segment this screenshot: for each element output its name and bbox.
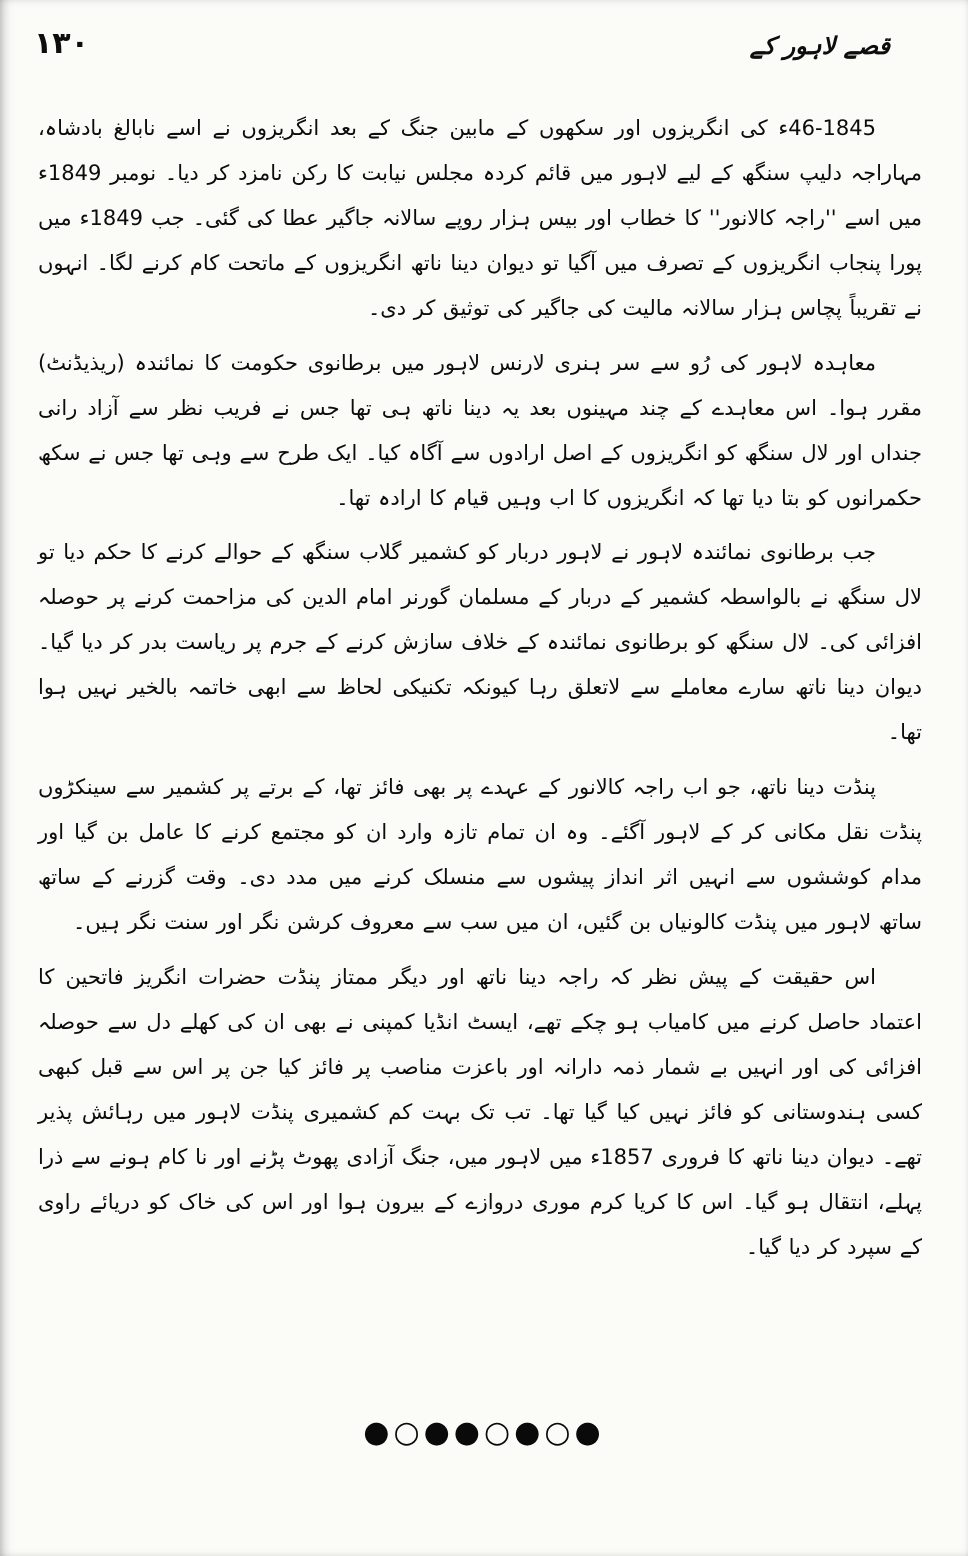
separator [0,1415,968,1450]
paragraph-1: 46-1845ء کی انگریزوں اور سکھوں کے مابین جنگ کے بعد انگریزوں نے اسے نابالغ بادشاہ، مہاراجہ دلیپ سنگھ کے لیے لاہور میں قائم کردہ مجلس نیابت کا رکن نامزد کر دیا۔ نومبر 1849ء میں اسے ''راجہ کالانور'' کا خطاب اور بیس ہزار روپے سالانہ جاگیر عطا کی گئی۔ جب 1849ء میں پورا پنجاب انگریزوں کے تصرف میں آگیا تو دیوان دینا ناتھ انگریزوں کے ماتحت کام کرنے لگا۔ انہوں نے تقریباً پچاس ہزار سالانہ مالیت کی جاگیر کی توثیق کر دی۔ [38,116,923,320]
paragraph-3: جب برطانوی نمائندہ لاہور نے لاہور دربار کو کشمیر گلاب سنگھ کے حوالے کرنے کا حکم دیا تو لال سنگھ نے بالواسطہ کشمیر کے دربار کے مسلمان گورنر امام الدین کی مزاحمت کرنے پر حوصلہ افزائی کی۔ لال سنگھ کو برطانوی نمائندہ کے خلاف سازش کرنے کے جرم پر ریاست بدر کر دیا گیا۔ دیوان دینا ناتھ سارے معاملے سے لاتعلق رہا کیونکہ تکنیکی لحاظ سے ابھی خاتمہ بالخیر نہیں ہوا تھا۔ [38,540,922,745]
paragraph-5: اس حقیقت کے پیش نظر کہ راجہ دینا ناتھ اور دیگر ممتاز پنڈت حضرات انگریز فاتحین کا اعتماد حاصل کرنے میں کامیاب ہو چکے تھے، ایسٹ انڈیا کمپنی نے بھی ان کی کھلے دل سے حوصلہ افزائی کی اور انہیں بے شمار ذمہ دارانہ اور باعزت مناصب پر فائز کیا جن پر اس سے قبل کبھی کسی ہندوستانی کو فائز نہیں کیا گیا تھا۔ تب تک بہت کم کشمیری پنڈت لاہور میں رہائش پذیر تھے۔ دیوان دینا ناتھ کا فروری 1857ء میں لاہور میں، جنگ آزادی پھوٹ پڑنے اور نا کام ہونے سے ذرا پہلے، انتقال ہو گیا۔ اس کا کریا کرم موری دروازے کے بیرون ہوا اور اس کی خاک کو دریائے راوی کے سپرد کر دیا گیا۔ [38,964,922,1259]
page-header [34,22,930,80]
body-text [34,106,930,1269]
page-number: ۱۳۰ [34,26,89,61]
paragraph-2: معاہدہ لاہور کی رُو سے سر ہنری لارنس لاہور میں برطانوی حکومت کا نمائندہ (ریذیڈنٹ) مقرر ہوا۔ اس معاہدے کے چند مہینوں بعد یہ دینا ناتھ ہی تھا جس نے فریب نظر سے آزاد رانی جنداں اور لال سنگھ کو انگریزوں کے اصل ارادوں سے آگاہ کیا۔ ایک طرح سے وہی تھا جس نے سکھ حکمرانوں کو بتا دیا تھا کہ انگریزوں کا اب وہیں قیام کا ارادہ تھا۔ [38,350,922,510]
book-title: قصے لاہور کے [749,32,890,60]
dots-ornament-icon: ●○●●○●○● [363,1415,605,1450]
paragraph-4: پنڈت دینا ناتھ، جو اب راجہ کالانور کے عہدے پر بھی فائز تھا، کے برتے پر کشمیر سے سینکڑوں پنڈت نقل مکانی کر کے لاہور آگئے۔ وہ ان تمام تازہ وارد ان کو مجتمع کرنے کا عامل بن گیا اور مدام کوششوں سے انہیں اثر انداز پیشوں سے منسلک کرنے میں مدد دی۔ وقت گزرنے کے ساتھ ساتھ لاہور میں پنڈت کالونیاں بن گئیں، ان میں سب سے معروف کرشن نگر اور سنت نگر ہیں۔ [38,775,922,934]
